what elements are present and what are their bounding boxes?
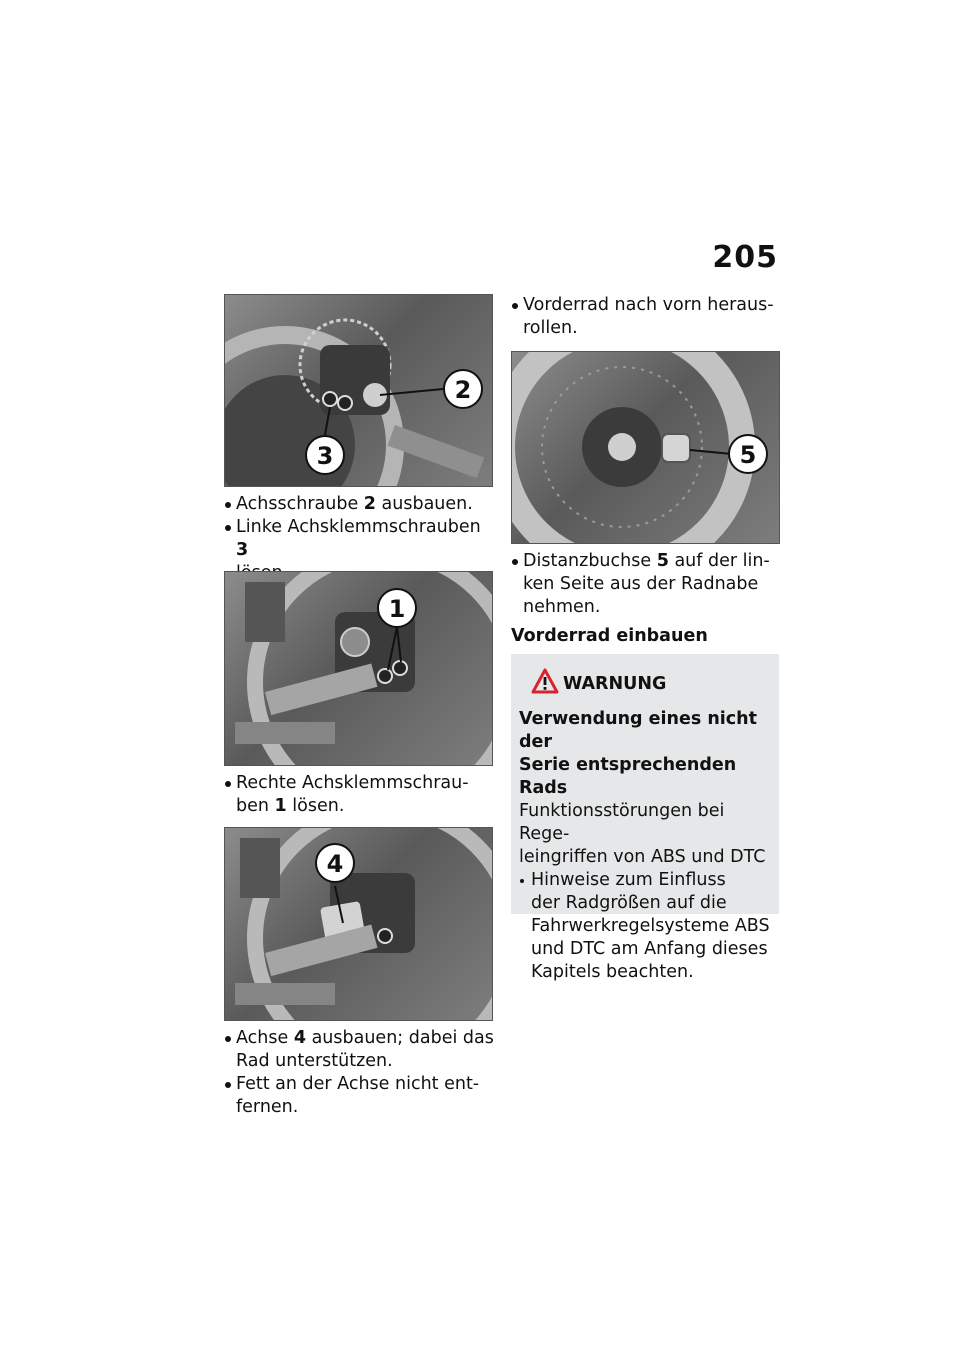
- steps-block-2: [224, 772, 494, 818]
- wheel-axle-photo-1: [224, 294, 493, 487]
- step-remove-axle-bolt: Achsschraube 2 ausbauen.: [224, 493, 494, 516]
- page-number: 205: [712, 240, 778, 275]
- warning-box: [511, 654, 779, 982]
- warning-title: WARNUNG: [563, 674, 667, 694]
- warning-body: Verwendung eines nicht der Serie entsprechenden Rads Funktionsstörungen bei Rege- leingriffen von ABS und DTC Hinweise zum Einfluss der Radgrößen auf die Fahrwerkregelsysteme ABS und DTC am Anfang dieses Kapitels beachten.: [519, 708, 777, 984]
- callout-2: 2: [454, 376, 472, 404]
- step-keep-grease: Fett an der Achse nicht ent- fernen.: [224, 1073, 494, 1119]
- steps-block-4: [511, 294, 783, 340]
- wheel-axle-photo-2: [224, 571, 493, 766]
- step-remove-spacer: Distanzbuchse 5 auf der lin- ken Seite aus der Radnabe nehmen.: [511, 550, 783, 619]
- section-heading-install-front-wheel: Vorderrad einbauen: [511, 626, 779, 662]
- step-remove-axle: Achse 4 ausbauen; dabei das Rad unterstützen.: [224, 1027, 494, 1073]
- wheel-spacer-photo: [511, 351, 780, 544]
- callout-5: 5: [739, 441, 757, 469]
- step-loosen-left-clamp-bolts: Linke Achsklemmschrauben 3: [224, 516, 494, 585]
- callout-1: 1: [388, 595, 406, 623]
- steps-block-3: [224, 1027, 494, 1119]
- callout-3: 3: [316, 442, 334, 470]
- steps-block-5: [511, 550, 783, 619]
- warning-triangle-icon: [531, 668, 559, 694]
- wheel-axle-photo-3: [224, 827, 493, 1021]
- step-roll-wheel-out: Vorderrad nach vorn heraus- rollen.: [511, 294, 783, 340]
- callout-4: 4: [326, 850, 344, 878]
- warning-bullet: Hinweise zum Einfluss der Radgrößen auf die Fahrwerkregelsysteme ABS und DTC am Anfang dieses Kapitels beachten.: [519, 869, 777, 984]
- step-loosen-right-clamp-bolts: Rechte Achsklemmschrau- ben 1 lösen.: [224, 772, 494, 818]
